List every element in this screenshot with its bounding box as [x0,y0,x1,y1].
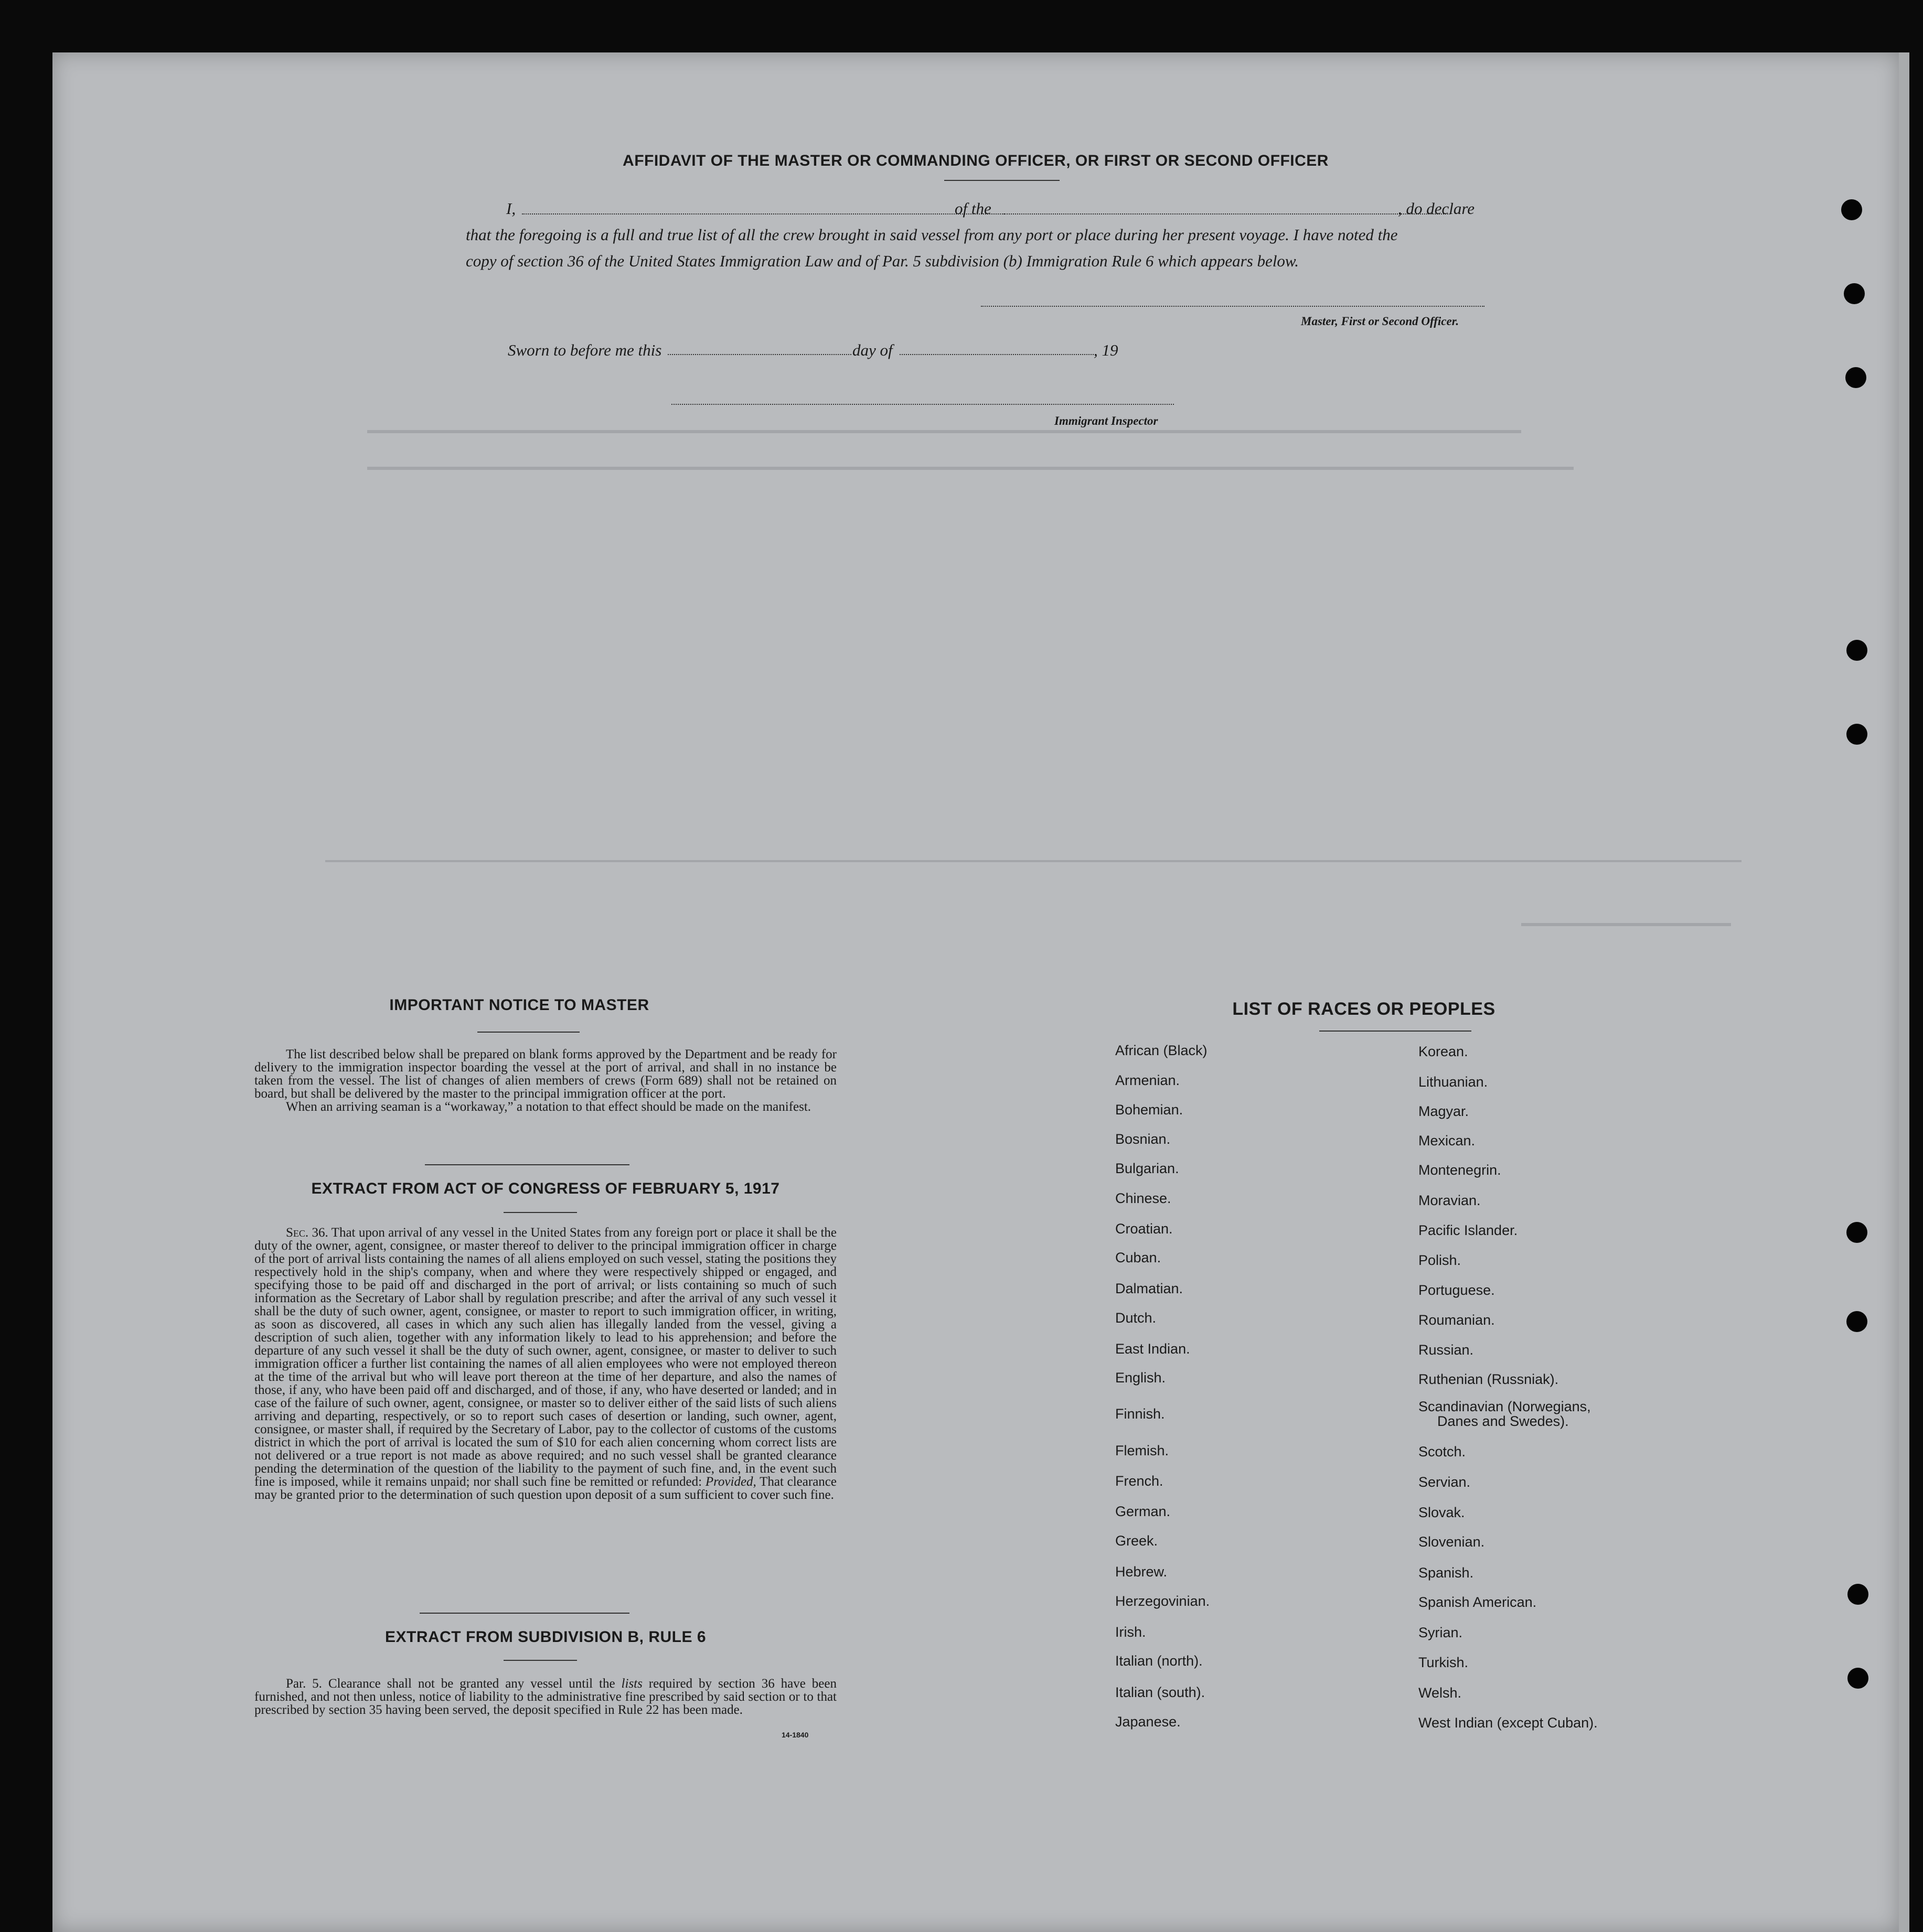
rule-extract-divider [504,1660,577,1661]
race-item: Montenegrin. [1418,1162,1501,1178]
race-item: Bulgarian. [1115,1161,1179,1176]
binder-hole [1845,367,1866,388]
race-item-continued: Danes and Swedes). [1437,1413,1569,1429]
race-item: Bosnian. [1115,1131,1171,1147]
race-item: Italian (south). [1115,1684,1205,1700]
notice-title: IMPORTANT NOTICE TO MASTER [389,996,649,1014]
race-item: Ruthenian (Russniak). [1418,1371,1559,1387]
race-item: Spanish American. [1418,1594,1537,1610]
race-item: Scotch. [1418,1444,1466,1459]
race-item: Mexican. [1418,1133,1476,1149]
race-item: West Indian (except Cuban). [1418,1715,1598,1731]
race-item: Flemish. [1115,1443,1169,1458]
section-36-end: That clearance may be granted prior to the determination of such question upon deposit of a sum sufficient to cover such fine. [254,1475,837,1502]
page-edge [1899,52,1909,1932]
section-divider [425,1164,629,1165]
race-item: Croatian. [1115,1221,1173,1237]
races-title: LIST OF RACES OR PEOPLES [1232,999,1495,1019]
race-item: Lithuanian. [1418,1074,1488,1090]
race-item: Hebrew. [1115,1564,1168,1580]
inspector-label: Immigrant Inspector [1054,414,1158,427]
binder-hole [1847,1584,1868,1605]
affidavit-line-2: that the foregoing is a full and true list of all the crew brought in said vessel from any port or place during her present voyage. I have noted the [466,226,1398,244]
race-item: Syrian. [1418,1625,1463,1640]
bleed-through-mark [1521,923,1731,926]
race-item: Turkish. [1418,1655,1469,1670]
race-item: Roumanian. [1418,1312,1495,1328]
name-field[interactable] [522,213,1005,214]
rule-extract-title: EXTRACT FROM SUBDIVISION B, RULE 6 [384,1628,707,1646]
race-item: Herzegovinian. [1115,1593,1210,1609]
race-item: Pacific Islander. [1418,1222,1518,1238]
race-item: Chinese. [1115,1190,1171,1206]
race-item: Welsh. [1418,1685,1462,1701]
bleed-through-mark [325,860,1742,862]
notice-paragraph-2: When an arriving seaman is a “workaway,” a notation to that effect should be made on the manifest. [286,1100,811,1114]
race-item: Servian. [1418,1474,1471,1490]
race-item: Dutch. [1115,1310,1157,1326]
affidavit-declare-label: , do declare [1398,199,1475,218]
race-item: Irish. [1115,1624,1146,1640]
race-item: Slovak. [1418,1505,1465,1520]
section-36-text [254,1226,837,1501]
sworn-month-field[interactable] [900,354,1094,355]
binder-hole [1846,724,1867,745]
provided-word: Provided, [705,1475,756,1489]
lists-word: lists [621,1677,643,1691]
race-item: Korean. [1418,1044,1468,1059]
race-item: Moravian. [1418,1193,1481,1208]
binder-hole [1841,199,1862,220]
sworn-day-of-label: day of [852,341,893,359]
rule-extract-body [254,1677,837,1716]
section-label: Sec. 36. [286,1226,328,1240]
par-5-text [254,1677,837,1716]
race-item: Cuban. [1115,1250,1161,1265]
sworn-label: Sworn to before me this [508,341,662,359]
race-item: Magyar. [1418,1103,1469,1119]
bleed-through-mark [367,467,1574,470]
binder-hole [1846,640,1867,661]
vessel-field[interactable] [1005,213,1450,214]
affidavit-i-label: I, [506,199,516,218]
notice-body [254,1048,837,1113]
section-36-main: That upon arrival of any vessel in the United States from any foreign port or place it shall be the duty of the owner, agent, consignee, or master thereof to deliver to the principal immigration officer in charge of the port of arrival lists containing the names of all aliens employed on such vessel, stating the positions they respectively hold in the ship's company, when and where they were respectively shipped or engaged, and specifying those to be paid off and discharged in the port of arrival; or lists containing so much of such information as the Secretary of Labor shall by regulation prescribe; and after the arrival of any such vessel it shall be the duty of such owner, agent, consignee, or master to report to such immigration officer, in writing, as soon as discovered, all cases in which any such alien has illegally landed from the vessel, giving a description of such alien, together with any information likely to lead to his apprehension; and before the departure of any such vessel it shall be the duty of such owner, agent, consignee, or master to deliver to such immigration officer a further list containing the names of all alien employees who were not employed thereon at the time of the arrival but who will leave port thereon at the time of her departure, and also the names of those, if any, who have been paid off and discharged, and of those, if any, who have deserted or landed; and in case of the failure of such owner, agent, consignee, or master so to deliver either of the said lists of such aliens arriving and departing, respectively, or so to report such cases of desertion or landing, such owner, agent, consignee, or master shall, if required by the Secretary of Labor, pay to the collector of customs of the customs district in which the port of arrival is located the sum of $10 for each alien concerning whom correct lists are not delivered or a true report is not made as above required; and no such vessel shall be granted clearance pending the determination of the question of the liability to the payment of such fine, and, in the event such fine is imposed, while it remains unpaid; nor shall such fine be remitted or refunded: [254,1226,837,1489]
title-divider [944,180,1060,181]
race-item: Bohemian. [1115,1102,1183,1118]
race-item: Finnish. [1115,1406,1165,1422]
sworn-year-label: , 19 [1094,341,1118,359]
race-item: Scandinavian (Norwegians, [1418,1399,1591,1414]
race-item: Slovenian. [1418,1534,1485,1550]
binder-hole [1846,1311,1867,1332]
race-item: English. [1115,1370,1166,1386]
race-item: Italian (north). [1115,1653,1203,1669]
act-extract-body [254,1226,837,1501]
master-signature-line[interactable] [981,306,1484,307]
act-extract-divider [504,1212,577,1213]
race-item: Greek. [1115,1533,1158,1549]
section-divider [420,1613,629,1614]
race-item: Spanish. [1418,1565,1474,1581]
notice-paragraph-1: The list described below shall be prepared on blank forms approved by the Department and be ready for delivery to the immigration inspector boarding the vessel at the port of arrival, and shall in no instance be taken from the vessel. The list of changes of alien members of crews (Form 689) shall not be retained on board, but shall be delivered by the master to the principal immigration officer at the port. [254,1047,837,1101]
races-divider [1319,1031,1471,1032]
act-extract-title: EXTRACT FROM ACT OF CONGRESS OF FEBRUARY 5, 1917 [311,1180,780,1197]
race-item: Portuguese. [1418,1282,1495,1298]
race-item: German. [1115,1504,1171,1519]
inspector-signature-line[interactable] [671,404,1174,405]
affidavit-title: AFFIDAVIT OF THE MASTER OR COMMANDING OFFICER, OR FIRST OR SECOND OFFICER [623,152,1329,169]
form-number: 14-1840 [782,1731,809,1739]
sworn-day-field[interactable] [668,354,851,355]
bleed-through-mark [367,430,1521,433]
race-item: East Indian. [1115,1341,1190,1357]
race-item: French. [1115,1473,1163,1489]
race-item: Russian. [1418,1342,1474,1358]
par-5-end: required by section 36 have been furnished, and not then unless, notice of liability to the administrative fine prescribed by said section or to that prescribed by section 35 having been served, the deposit specified in Rule 22 has been made. [254,1677,837,1717]
race-item: Polish. [1418,1252,1461,1268]
master-signature-label: Master, First or Second Officer. [1301,315,1459,328]
race-item: Dalmatian. [1115,1281,1183,1296]
race-item: Japanese. [1115,1714,1181,1730]
binder-hole [1846,1222,1867,1243]
notice-divider [477,1032,580,1033]
binder-hole [1844,283,1865,304]
race-item: Armenian. [1115,1072,1180,1088]
par-5-start: Par. 5. Clearance shall not be granted any vessel until the [286,1677,622,1691]
binder-hole [1847,1668,1868,1689]
affidavit-line-3: copy of section 36 of the United States Immigration Law and of Par. 5 subdivision (b) Immigration Rule 6 which appears below. [466,252,1299,270]
document-page [52,52,1899,1932]
race-item: African (Black) [1115,1043,1208,1058]
affidavit-of-the-label: of the [955,199,991,218]
